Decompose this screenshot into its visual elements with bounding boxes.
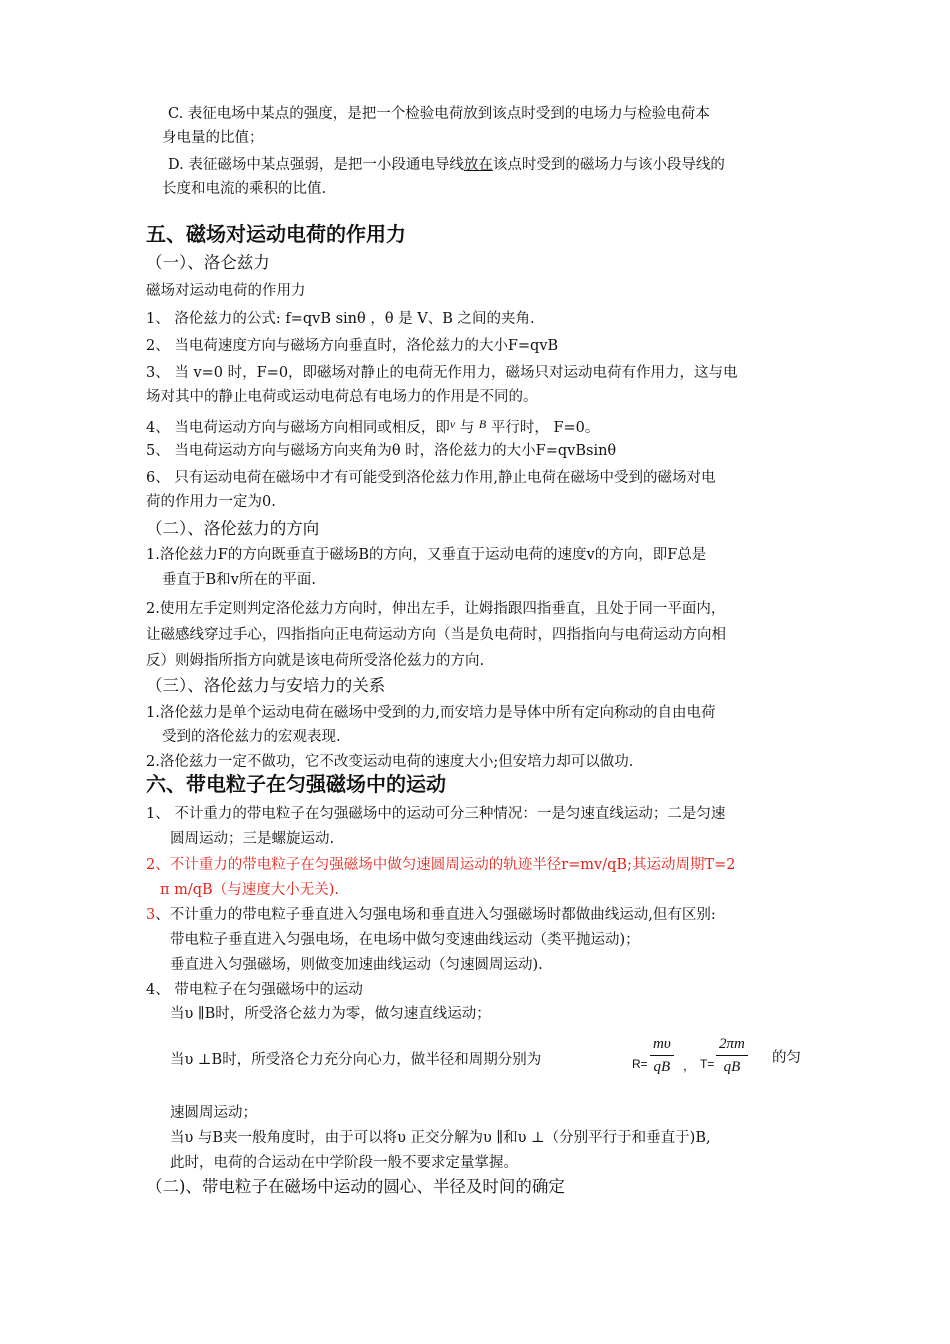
point-5-1-4-mid: 与 [455,420,479,436]
point-6-4-general-line1: 当υ 与B夹一般角度时，由于可以将υ 正交分解为υ ∥和υ ⊥（分别平行于和垂直于)B, [170,1130,711,1146]
point-5-2-1-line2: 垂直于B和v所在的平面. [162,572,316,588]
point-5-1-5: 5、 当电荷运动方向与磁场方向夹角为θ 时，洛伦兹力的大小F=qvBsinθ [146,443,617,459]
point-5-3-1-line2: 受到的洛伦兹力的宏观表现. [162,729,341,745]
period-numerator: 2πm [716,1036,748,1056]
point-5-1-2: 2、 当电荷速度方向与磁场方向垂直时，洛伦兹力的大小F=qvB [146,338,559,354]
point-5-1-6-line2: 荷的作用力一定为0. [146,494,276,510]
section-6-title: 六、带电粒子在匀强磁场中的运动 [146,772,446,796]
point-5-1-4 [146,414,599,438]
subsection-5-1-heading: （一）、洛仑兹力 [146,253,270,272]
option-c-line1: C. 表征电场中某点的强度，是把一个检验电荷放到该点时受到的电场力与检验电荷本 [168,106,710,122]
option-c-line2: 身电量的比值； [162,130,264,146]
option-d-text-post: 该点时受到的磁场力与该小段导线的 [492,157,725,173]
point-6-3-number: 3 [146,907,156,923]
radius-fraction [650,1036,674,1076]
option-d-line1 [168,155,725,175]
velocity-symbol: v [449,417,456,431]
point-5-1-6-line1: 6、 只有运动电荷在磁场中才有可能受到洛伦兹力作用,静止电荷在磁场中受到的磁场对电 [146,470,716,486]
point-5-2-1-line1: 1.洛伦兹力F的方向既垂直于磁场B的方向，又垂直于运动电荷的速度v的方向，即F总是 [146,547,707,563]
formula-separator: ， [683,1059,696,1073]
point-5-2-2-line2: 让磁感线穿过手心，四指指向正电荷运动方向（当是负电荷时，四指指向与电荷运动方向相 [146,627,726,643]
point-5-3-2: 2.洛伦兹力一定不做功，它不改变运动电荷的速度大小;但安培力却可以做功. [146,754,634,770]
option-d-underlined: 放在 [463,157,493,173]
subsection-5-1-intro: 磁场对运动电荷的作用力 [146,283,306,299]
point-5-1-1: 1、 洛伦兹力的公式: f=qvB sinθ ，θ 是 V、B 之间的夹角. [146,311,535,327]
subsection-5-2-heading: （二）、洛伦兹力的方向 [146,519,320,538]
point-6-1-line1: 1、 不计重力的带电粒子在匀强磁场中的运动可分三种情况：一是匀速直线运动；二是匀速 [146,806,726,822]
point-5-2-2-line1: 2.使用左手定则判定洛伦兹力方向时，伸出左手，让姆指跟四指垂直，且处于同一平面内， [146,601,726,617]
point-5-1-4-text: 4、 当电荷运动方向与磁场方向相同或相反，即 [146,420,450,436]
radius-numerator: mυ [650,1036,674,1056]
period-denominator: qB [723,1059,741,1075]
point-5-1-4-tail: 平行时， F=0。 [486,420,600,436]
point-6-4-general-line2: 此时，电荷的合运动在中学阶段一般不要求定量掌握。 [170,1155,518,1171]
field-symbol: B [478,417,487,431]
option-d-line2: 长度和电流的乘积的比值. [162,181,327,197]
point-6-4-continued: 速圆周运动； [170,1105,257,1121]
point-6-2-line2: π m/qB（与速度大小无关). [160,882,339,898]
point-6-4-case-perpendicular: 当υ ⊥B时，所受洛仑力充分向心力，做半径和周期分别为 [170,1052,542,1068]
radius-denominator: qB [653,1059,671,1075]
point-5-1-3-line2: 场对其中的静止电荷或运动电荷总有电场力的作用是不同的。 [146,389,538,405]
point-6-3-line1 [146,905,716,925]
option-d-text-pre: D. 表征磁场中某点强弱，是把一小段通电导线 [168,157,464,173]
point-5-2-2-line3: 反）则姆指所指方向就是该电荷所受洛伦兹力的方向. [146,653,485,669]
point-6-4: 4、 带电粒子在匀强磁场中的运动 [146,982,363,998]
radius-label: R= [632,1057,648,1071]
point-6-3-line2: 带电粒子垂直进入匀强电场，在电场中做匀变速曲线运动（类平抛运动)； [170,932,640,948]
period-fraction [716,1036,748,1076]
point-6-1-line2: 圆周运动；三是螺旋运动. [170,831,335,847]
point-6-2-line1: 2、不计重力的带电粒子在匀强磁场中做匀速圆周运动的轨迹半径r=mv/qB;其运动周期T=2 [146,857,736,873]
point-5-1-3-line1: 3、 当 v=0 时，F=0，即磁场对静止的电荷无作用力，磁场只对运动电荷有作用力，这与电 [146,365,738,381]
point-6-4-tail: 的匀 [772,1050,801,1066]
period-label: T= [700,1057,715,1071]
subsection-5-3-heading: （三）、洛伦兹力与安培力的关系 [146,676,386,695]
point-6-3-text: 、不计重力的带电粒子垂直进入匀强电场和垂直进入匀强磁场时都做曲线运动,但有区别: [155,907,716,923]
point-5-3-1-line1: 1.洛伦兹力是单个运动电荷在磁场中受到的力,而安培力是导体中所有定向称动的自由电荷 [146,705,716,721]
point-6-3-line3: 垂直进入匀强磁场，则做变加速曲线运动（匀速圆周运动). [170,957,543,973]
point-6-4-case-parallel: 当υ ∥B时，所受洛仑兹力为零，做匀速直线运动； [170,1006,491,1022]
section-5-title: 五、磁场对运动电荷的作用力 [146,222,406,246]
subsection-6-2-heading: （二)、带电粒子在磁场中运动的圆心、半径及时间的确定 [146,1177,565,1196]
